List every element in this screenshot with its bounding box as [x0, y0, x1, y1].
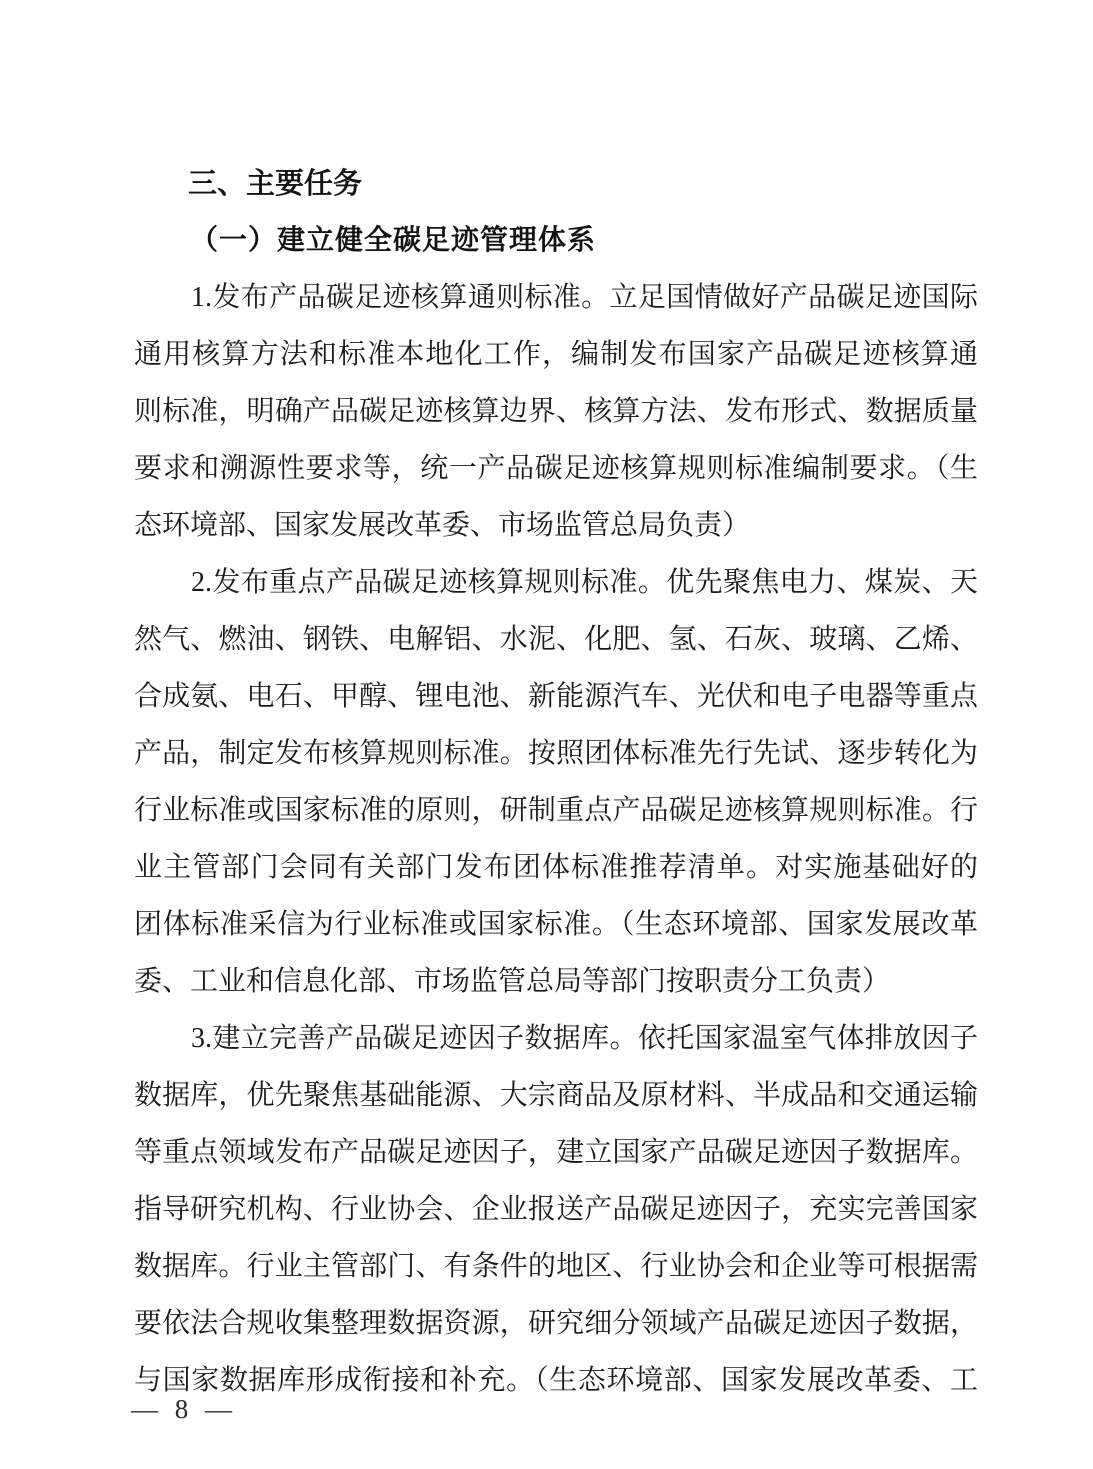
- text-line: 要求和溯源性要求等，统一产品碳足迹核算规则标准编制要求。（生: [134, 453, 978, 484]
- text-line: 委、工业和信息化部、市场监管总局等部门按职责分工负责）: [134, 966, 891, 997]
- text-line: 则标准，明确产品碳足迹核算边界、核算方法、发布形式、数据质量: [134, 396, 978, 427]
- paragraph-list: [134, 269, 978, 1409]
- text-line: 行业标准或国家标准的原则，研制重点产品碳足迹核算规则标准。行: [134, 795, 978, 826]
- text-line: 指导研究机构、行业协会、企业报送产品碳足迹因子，充实完善国家: [134, 1194, 978, 1225]
- text-line: 通用核算方法和标准本地化工作，编制发布国家产品碳足迹核算通: [134, 339, 978, 370]
- text-line: 数据库，优先聚焦基础能源、大宗商品及原材料、半成品和交通运输: [134, 1080, 978, 1111]
- text-line: 产品，制定发布核算规则标准。按照团体标准先行先试、逐步转化为: [134, 738, 978, 769]
- text-line: 3.建立完善产品碳足迹因子数据库。依托国家温室气体排放因子: [191, 1023, 978, 1054]
- text-line: 数据库。行业主管部门、有条件的地区、行业协会和企业等可根据需: [134, 1251, 978, 1282]
- paragraph: [134, 269, 978, 554]
- text-line: 合成氨、电石、甲醇、锂电池、新能源汽车、光伏和电子电器等重点: [134, 681, 978, 712]
- subsection-heading: （一）建立健全碳足迹管理体系: [190, 225, 597, 256]
- paragraph: [134, 554, 978, 1010]
- text-line: 与国家数据库形成衔接和补充。（生态环境部、国家发展改革委、工: [134, 1365, 978, 1396]
- text-line: 团体标准采信为行业标准或国家标准。（生态环境部、国家发展改革: [134, 909, 978, 940]
- text-line: 态环境部、国家发展改革委、市场监管总局负责）: [134, 510, 751, 541]
- section-heading: 三、主要任务: [188, 166, 363, 200]
- document-content: [134, 155, 978, 1409]
- text-line: 要依法合规收集整理数据资源，研究细分领域产品碳足迹因子数据，: [134, 1308, 978, 1339]
- text-line: 等重点领域发布产品碳足迹因子，建立国家产品碳足迹因子数据库。: [134, 1137, 978, 1168]
- page-number: — 8 —: [131, 1394, 232, 1424]
- text-line: 1.发布产品碳足迹核算通则标准。立足国情做好产品碳足迹国际: [191, 282, 978, 313]
- paragraph: [134, 1010, 978, 1409]
- text-line: 2.发布重点产品碳足迹核算规则标准。优先聚焦电力、煤炭、天: [191, 567, 978, 598]
- text-line: 然气、燃油、钢铁、电解铝、水泥、化肥、氢、石灰、玻璃、乙烯、: [134, 624, 978, 655]
- text-line: 业主管部门会同有关部门发布团体标准推荐清单。对实施基础好的: [134, 852, 978, 883]
